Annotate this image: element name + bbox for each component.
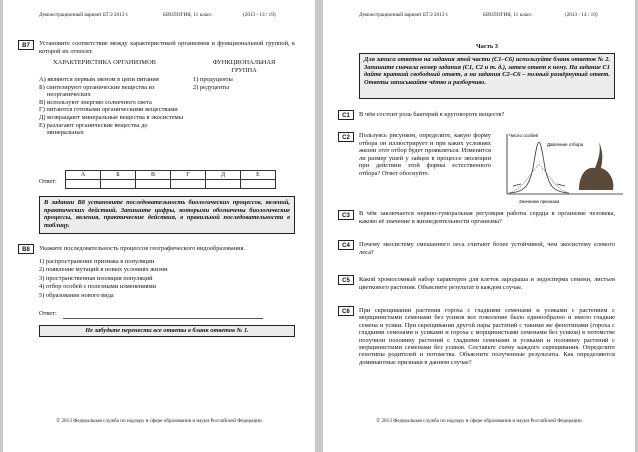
page-footer: © 2013 Федеральная служба по надзору в сфере образования и науки Российской Федерации bbox=[56, 418, 262, 424]
b7-question: Установите соответствие между характеристикой организмов и функциональной группой, к которой их относят. bbox=[39, 40, 295, 55]
task-tag-c5: C5 bbox=[338, 275, 354, 285]
right-page bbox=[323, 0, 635, 452]
b7-groups bbox=[193, 76, 283, 91]
list-item: А) являются первым звеном в цепи питания bbox=[39, 76, 159, 83]
task-tag-c3: C3 bbox=[338, 210, 354, 220]
reminder-box: Не забудьте перенести все ответы в бланк ответов № 1. bbox=[39, 325, 295, 337]
c6-question: При скрещивании растения гороха с гладкими семенами и усиками с растением с морщинистыми семенами без усиков все поколение было единообразно и имело гладкие семена и усики. При скрещивании другой пары растений с такими же фенотипами (гороха с гладкими семенами и усиками и гороха с морщинистыми семенами без усиков) в потомстве получили половину растений с гладкими семенами и усиками и половину растений с морщинистыми семенами без усиков. Составьте схему каждого скрещивания. Определите генотипы родителей и потомства. Объясните полученные результаты. Как определяются доминантные признаки в данном случае? bbox=[359, 307, 615, 366]
list-item: 2) появление мутаций в новых условиях жизни bbox=[39, 266, 168, 274]
list-item: 5) образование нового вида bbox=[39, 291, 114, 299]
c3-question: В чём заключается нервно-гуморальная регуляция работы сердца в организме человека, каково её значение в жизнедеятельности организма? bbox=[359, 210, 615, 225]
answer-col-header: Г bbox=[171, 171, 206, 180]
b8-answer-label: Ответ: bbox=[39, 310, 57, 317]
task-tag-c1: C1 bbox=[338, 110, 354, 120]
figure-x-label: Значение признака bbox=[519, 199, 560, 204]
list-item: Б) синтезируют органические вещества из неорганических bbox=[39, 83, 155, 99]
b7-col-right: ФУНКЦИОНАЛЬНАЯ ГРУППА bbox=[212, 59, 276, 74]
b8-answer-line[interactable] bbox=[63, 318, 263, 319]
header-mid: БИОЛОГИЯ, 11 класс. bbox=[163, 12, 213, 18]
selection-figure bbox=[495, 128, 627, 208]
b8-steps bbox=[39, 258, 295, 300]
distribution-curve-wide bbox=[509, 164, 569, 193]
task-tag-b7: B7 bbox=[18, 40, 34, 50]
part-title: Часть 3 bbox=[475, 43, 499, 50]
list-item: 2) редуценты bbox=[193, 83, 230, 91]
b7-characteristics bbox=[39, 76, 185, 137]
answer-col-header: В bbox=[136, 171, 171, 180]
hare-figure bbox=[579, 142, 613, 190]
b7-answer-table[interactable] bbox=[65, 170, 276, 189]
header-mid: БИОЛОГИЯ, 11 класс. bbox=[483, 12, 533, 18]
answer-col-header: А bbox=[66, 171, 101, 180]
list-item: Г) питаются готовыми органическими веществами bbox=[39, 106, 178, 114]
header-right: (2013 - 14 / 19) bbox=[565, 12, 598, 18]
header-left: Демонстрационный вариант ЕГЭ 2013 г. bbox=[359, 12, 449, 18]
list-item: 3) пространственная изоляция популяций bbox=[39, 274, 153, 282]
task-tag-c6: C6 bbox=[338, 306, 354, 316]
figure-y-label: Число особей bbox=[509, 133, 539, 138]
header-left: Демонстрационный вариант ЕГЭ 2013 г. bbox=[39, 12, 129, 18]
c2-question: Пользуясь рисунком, определите, какую форму отбора он иллюстрирует и при каких условиях жизни этот отбор будет проявляться. Изменится ли размер ушей у зайцев в процессе эволюции при действии этой формы естественного отбора? Ответ обоснуйте. bbox=[359, 132, 491, 177]
answer-cell[interactable] bbox=[171, 180, 206, 189]
task-tag-b8: B8 bbox=[18, 244, 34, 254]
answer-cell[interactable] bbox=[66, 180, 101, 189]
b8-instruction-box: В задании В8 установите последовательность биологических процессов, явлений, практических действий. Запишите цифры, которыми обозначены биологические процессы, явления, практические действия, в правильной последовательности в таблицу. bbox=[39, 196, 295, 234]
figure-legend: Давление отбора bbox=[547, 142, 584, 147]
part3-instruction-box: Для записи ответов на задания этой части (С1–С6) используйте бланк ответов № 2. Запишите сначала номер задания (С1, С2 и т. д.), затем ответ к нему. На задание С1 дайте краткий свободный ответ, а на задания С2–С6 – полный развёрнутый ответ. Ответы записывайте чётко и разборчиво. bbox=[359, 53, 615, 99]
left-page bbox=[3, 0, 315, 452]
answer-col-header: Б bbox=[101, 171, 136, 180]
answer-col-header: Е bbox=[241, 171, 276, 180]
header-right: (2013 - 13 / 19) bbox=[243, 12, 276, 18]
answer-cell[interactable] bbox=[136, 180, 171, 189]
c1-question: В чём состоит роль бактерий в круговороте веществ? bbox=[359, 111, 505, 118]
list-item: В) используют энергию солнечного света bbox=[39, 98, 152, 106]
answer-cell[interactable] bbox=[241, 180, 276, 189]
b7-col-left: ХАРАКТЕРИСТИКА ОРГАНИЗМОВ bbox=[53, 59, 156, 66]
answer-cell[interactable] bbox=[101, 180, 136, 189]
page-footer: © 2013 Федеральная служба по надзору в сфере образования и науки Российской Федерации bbox=[376, 418, 582, 424]
task-tag-c4: C4 bbox=[338, 240, 354, 250]
list-item: Е) разлагают органические вещества до минеральных bbox=[39, 121, 148, 137]
list-item: 1) продуценты bbox=[193, 76, 233, 83]
list-item: Д) возвращают минеральные вещества в экосистемы bbox=[39, 113, 184, 121]
task-tag-c2: C2 bbox=[338, 132, 354, 142]
answer-col-header: Д bbox=[206, 171, 241, 180]
c4-question: Почему экосистему смешанного леса считают более устойчивой, чем экосистему елового леса? bbox=[359, 241, 615, 256]
list-item: 4) отбор особей с полезными изменениями bbox=[39, 283, 157, 291]
distribution-curve-narrow bbox=[509, 142, 569, 193]
b7-answer-label: Ответ: bbox=[39, 178, 57, 185]
b8-question: Укажите последовательность процессов географического видообразования. bbox=[39, 245, 246, 252]
answer-cell[interactable] bbox=[206, 180, 241, 189]
c5-question: Какой хромосомный набор характерен для клеток зародыша и эндосперма семени, листьев цветкового растения. Объясните результат в каждом случае. bbox=[359, 276, 615, 291]
list-item: 1) распространение признака в популяции bbox=[39, 258, 155, 265]
